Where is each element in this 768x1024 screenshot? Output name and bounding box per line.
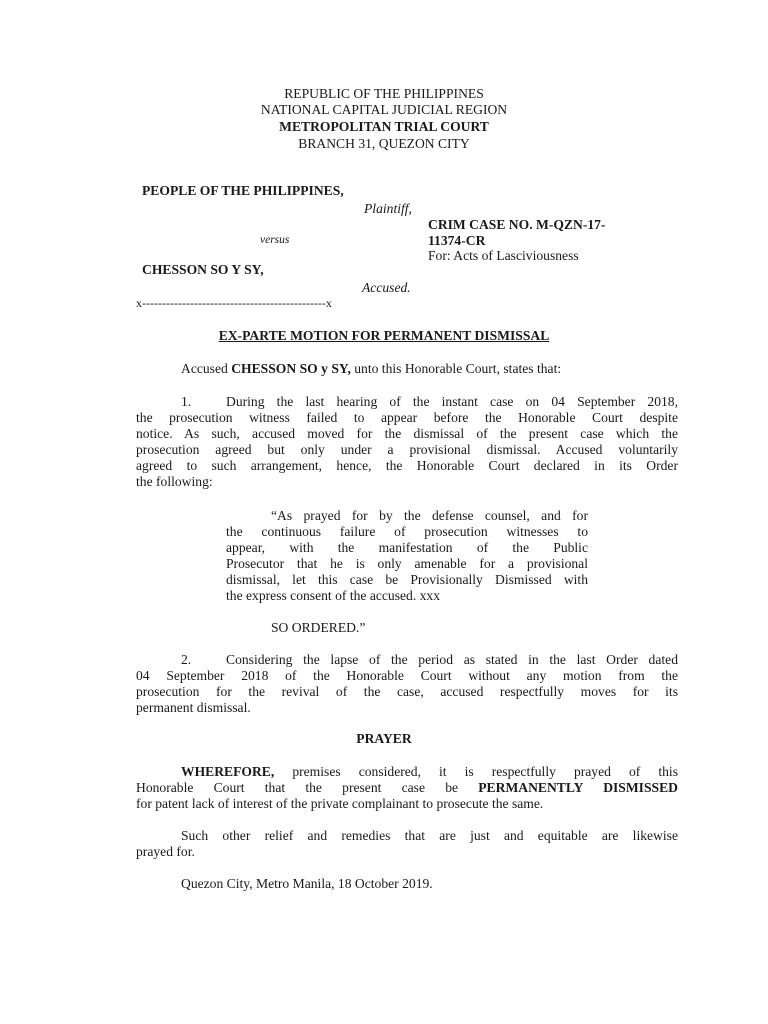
plaintiff-role: Plaintiff, <box>364 201 412 216</box>
para1-line: During the last hearing of the instant case on 04 September 2018, <box>226 394 678 409</box>
other-relief-line: prayed for. <box>136 844 195 859</box>
prayer-heading: PRAYER <box>356 731 412 746</box>
caption-separator: x----------------------------------------------x <box>136 296 332 310</box>
quote-line: dismissal, let this case be Provisionally Dismissed with <box>226 572 588 587</box>
place-date: Quezon City, Metro Manila, 18 October 2019. <box>181 876 433 891</box>
para2-line: Considering the lapse of the period as stated in the last Order dated <box>226 652 678 667</box>
header-branch: BRANCH 31, QUEZON CITY <box>298 136 470 151</box>
plaintiff-name: PEOPLE OF THE PHILIPPINES, <box>142 183 344 198</box>
prayer-line: Honorable Court that the present case be PERMANENTLY DISMISSED <box>136 780 678 795</box>
so-ordered: SO ORDERED.” <box>271 620 366 635</box>
header-republic: REPUBLIC OF THE PHILIPPINES <box>284 86 484 101</box>
para1-line: the following: <box>136 474 213 489</box>
versus-label: versus <box>260 234 290 246</box>
para2-line: 04 September 2018 of the Honorable Court without any motion from the <box>136 668 678 683</box>
header-region: NATIONAL CAPITAL JUDICIAL REGION <box>260 102 508 117</box>
para2-number: 2. <box>181 652 192 667</box>
para2-line: prosecution for the revival of the case, accused respectfully moves for its <box>136 684 678 699</box>
quote-line: appear, with the manifestation of the Public <box>226 540 588 555</box>
accused-role: Accused. <box>362 280 411 295</box>
para1-line: prosecution agreed but only under a provisional dismissal. Accused voluntarily <box>136 442 678 457</box>
motion-title: EX-PARTE MOTION FOR PERMANENT DISMISSAL <box>218 328 550 343</box>
quote-line: “As prayed for by the defense counsel, and for <box>271 508 588 523</box>
para1-number: 1. <box>181 394 192 409</box>
other-relief-line: Such other relief and remedies that are just and equitable are likewise <box>181 828 678 843</box>
case-number-line2: 11374-CR <box>428 233 486 248</box>
prayer-line: WHEREFORE, premises considered, it is respectfully prayed of this <box>181 764 678 779</box>
case-number-line1: CRIM CASE NO. M-QZN-17- <box>428 217 606 232</box>
quote-line: the express consent of the accused. xxx <box>226 588 441 603</box>
quote-line: Prosecutor that he is only amenable for a provisional <box>226 556 588 571</box>
quote-line: the continuous failure of prosecution witnesses to <box>226 524 588 539</box>
para1-line: agreed to such arrangement, hence, the Honorable Court declared in its Order <box>136 458 678 473</box>
accused-name: CHESSON SO Y SY, <box>142 262 264 277</box>
prayer-line: for patent lack of interest of the private complainant to prosecute the same. <box>136 796 544 811</box>
para1-line: notice. As such, accused moved for the dismissal of the present case which the <box>136 426 678 441</box>
para2-line: permanent dismissal. <box>136 700 251 715</box>
para1-line: the prosecution witness failed to appear before the Honorable Court despite <box>136 410 678 425</box>
offense-label: For: Acts of Lasciviousness <box>428 248 579 263</box>
intro-paragraph: Accused CHESSON SO y SY, unto this Honorable Court, states that: <box>181 361 562 376</box>
header-court: METROPOLITAN TRIAL COURT <box>279 119 489 134</box>
